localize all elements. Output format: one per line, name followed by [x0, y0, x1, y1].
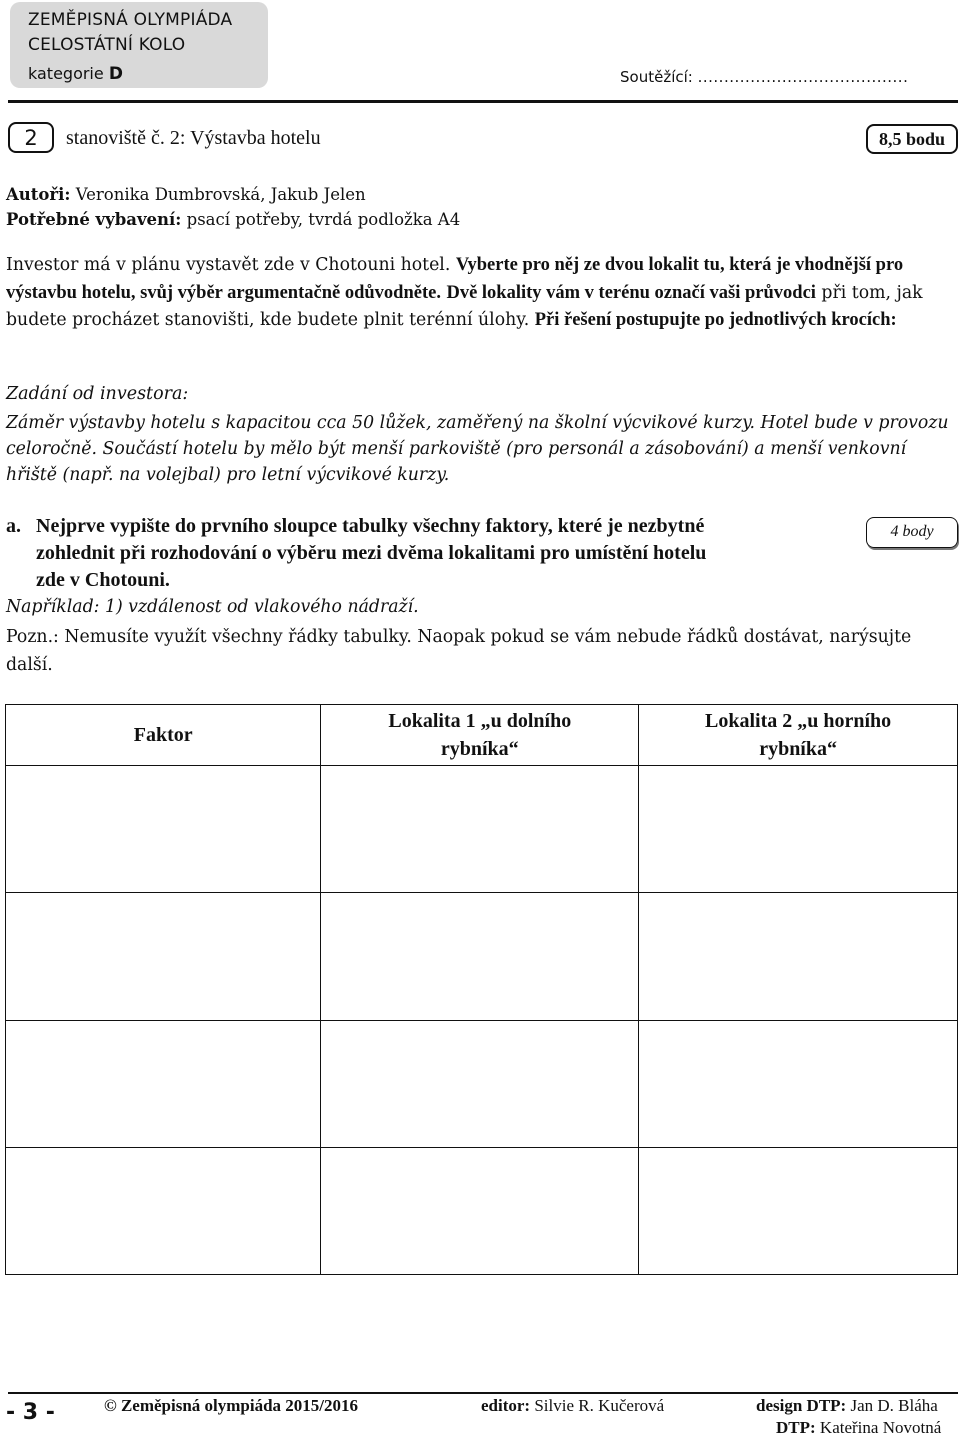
station-number: 2 [8, 122, 54, 153]
round-name: CELOSTÁTNÍ KOLO [28, 35, 186, 55]
task-a-points: 4 body [866, 517, 958, 548]
dtp-name: Kateřina Novotná [819, 1418, 942, 1437]
competitor-dots: ........................................ [697, 68, 909, 86]
footer-rule [8, 1392, 958, 1394]
category [28, 64, 123, 84]
editor-label: editor: [481, 1396, 531, 1415]
olympiad-name: ZEMĚPISNÁ OLYMPIÁDA [28, 10, 233, 30]
equipment-value: psací potřeby, tvrdá podložka A4 [186, 210, 461, 229]
authors-label: Autoři: [6, 185, 71, 204]
authors-value: Veronika Dumbrovská, Jakub Jelen [75, 185, 366, 204]
intro-steps: Při řešení postupujte po jednotlivých krocích: [534, 310, 897, 330]
table-row [6, 1147, 958, 1274]
station-points: 8,5 bodu [866, 124, 958, 154]
task-a [6, 513, 856, 594]
task-a-line-3: zde v Chotouni. [36, 569, 170, 591]
assignment-heading: Zadání od investora: [6, 384, 189, 404]
design-name: Jan D. Bláha [850, 1396, 938, 1415]
location-2-cell[interactable] [639, 766, 958, 893]
category-letter: D [108, 64, 123, 84]
assignment-text: Záměr výstavby hotelu s kapacitou cca 50 lůžek, zaměřený na školní výcvikové kurzy. Hotel bude v provozu celoročně. Součástí hotelu by mělo být menší parkoviště (pro personál a zásobování) a menší venkovní hřiště (např. na volejbal) pro letní výcvikové kurzy. [6, 413, 949, 485]
factors-table [5, 704, 958, 1275]
equipment-label: Potřebné vybavení: [6, 210, 182, 229]
station-title: stanoviště č. 2: Výstavba hotelu [66, 127, 321, 149]
header-location-1: Lokalita 1 „u dolního rybníka“ [321, 705, 639, 766]
competitor-label: Soutěžící: [620, 68, 693, 86]
header-factor: Faktor [6, 705, 321, 766]
authors-line [6, 185, 366, 204]
category-prefix: kategorie [28, 64, 104, 83]
footer-editor [481, 1396, 664, 1416]
location-1-cell[interactable] [321, 1147, 639, 1274]
page-number: - 3 - [6, 1400, 55, 1425]
intro-paragraph [6, 252, 954, 335]
table-header-row [6, 705, 958, 766]
location-1-cell[interactable] [321, 893, 639, 1020]
task-a-label: a. [6, 515, 21, 537]
intro-text-2: při tom, jak budete procházet stanovišti, kde budete plnit terénní úlohy. [6, 282, 923, 330]
table-row [6, 1020, 958, 1147]
dtp-label: DTP: [776, 1418, 816, 1437]
factor-cell[interactable] [6, 893, 321, 1020]
factor-cell[interactable] [6, 766, 321, 893]
location-2-cell[interactable] [639, 1020, 958, 1147]
table-row [6, 893, 958, 1020]
table-row [6, 766, 958, 893]
design-label: design DTP: [756, 1396, 847, 1415]
factor-cell[interactable] [6, 1147, 321, 1274]
editor-name: Silvie R. Kučerová [534, 1396, 665, 1415]
footer-design [756, 1396, 938, 1416]
footer-copyright: © Zeměpisná olympiáda 2015/2016 [104, 1396, 359, 1415]
location-2-cell[interactable] [639, 893, 958, 1020]
intro-guides: Dvě lokality vám v terénu označí vaši průvodci [446, 282, 816, 303]
location-1-cell[interactable] [321, 766, 639, 893]
equipment-line [6, 210, 460, 229]
competitor-field [620, 68, 908, 86]
intro-instruction: Vyberte pro něj ze dvou lokalit tu, která je vhodnější pro výstavbu hotelu, svůj výběr argumentačně odůvodněte. [6, 255, 904, 303]
task-a-note: Pozn.: Nemusíte využít všechny řádky tabulky. Naopak pokud se vám nebude řádků dostávat, narýsujte další. [6, 627, 912, 675]
factor-cell[interactable] [6, 1020, 321, 1147]
task-a-line-1: Nejprve vypište do prvního sloupce tabulky všechny faktory, které je nezbytné [36, 515, 705, 537]
header-rule [8, 100, 958, 103]
task-a-example: Například: 1) vzdálenost od vlakového nádraží. [6, 597, 419, 617]
location-2-cell[interactable] [639, 1147, 958, 1274]
footer-dtp [776, 1418, 941, 1438]
task-a-line-2: zohlednit při rozhodování o výběru mezi dvěma lokalitami pro umístění hotelu [36, 542, 707, 564]
header-location-2: Lokalita 2 „u horního rybníka“ [639, 705, 958, 766]
olympiad-header-box [10, 2, 268, 88]
location-1-cell[interactable] [321, 1020, 639, 1147]
intro-text-1: Investor má v plánu vystavět zde v Chotouni hotel. [6, 255, 456, 275]
